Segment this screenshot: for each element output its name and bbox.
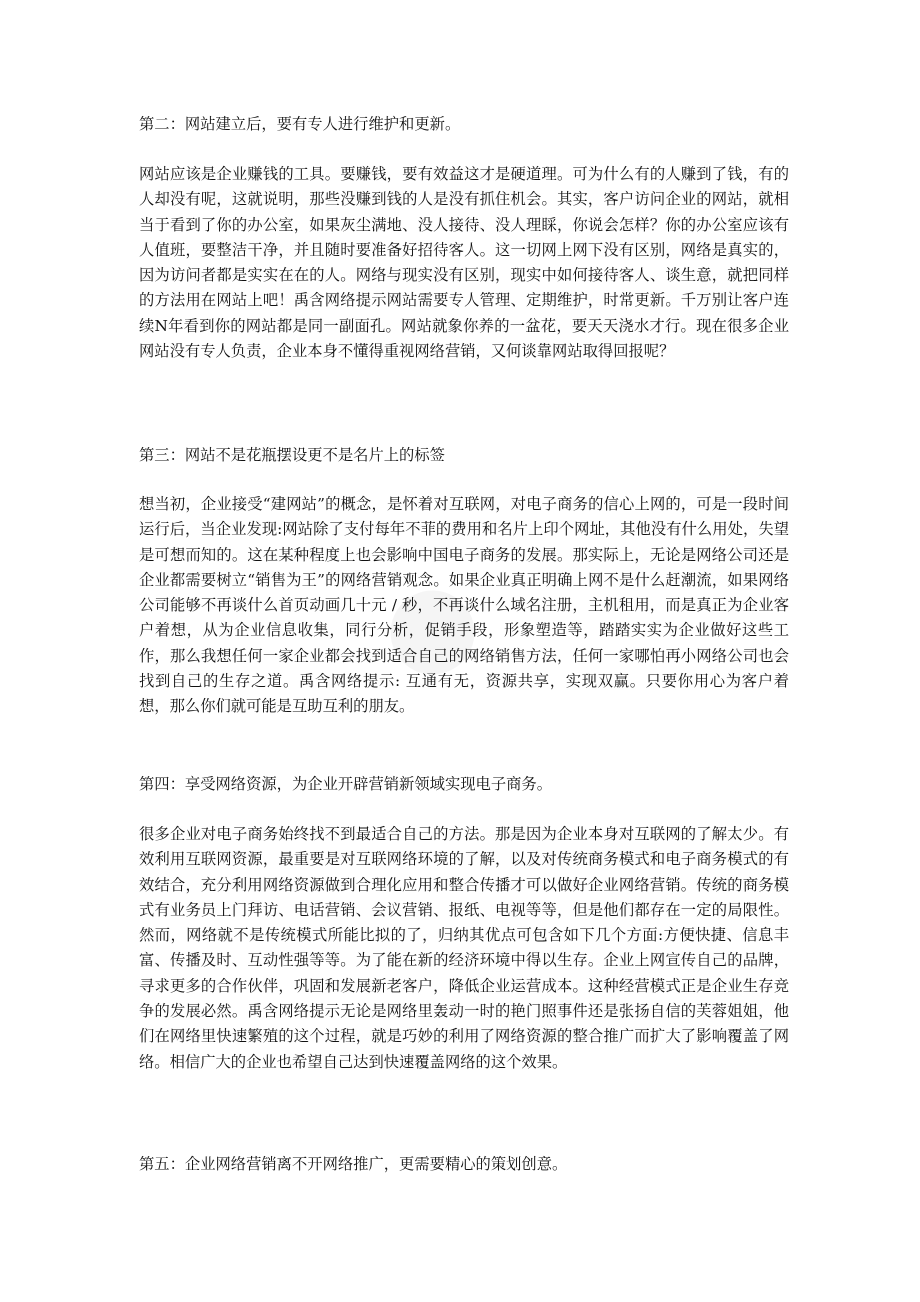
section-3-heading: 第三：网站不是花瓶摆设更不是名片上的标签 bbox=[139, 446, 445, 464]
section-2-heading: 第二：网站建立后，要有专人进行维护和更新。 bbox=[139, 115, 461, 133]
section-2-body: 网站应该是企业赚钱的工具。要赚钱，要有效益这才是硬道理。可为什么有的人赚到了钱，有的人却没有呢，这就说明，那些没赚到钱的人是没有抓住机会。其实，客户访问企业的网站，就相当于看到了你的办公室，如果灰尘满地、没人接待、没人理睬，你说会怎样？你的办公室应该有人值班，要整洁干净，并且随时要准备好招待客人。这一切网上网下没有区别，网络是真实的，因为访问者都是实实在在的人。网络与现实没有区别，现实中如何接待客人、谈生意，就把同样的方法用在网站上吧！禹含网络提示网站需要专人管理、定期维护，时常更新。千万别让客户连续N年看到你的网站都是同一副面孔。网站就象你养的一盆花，要天天浇水才行。现在很多企业网站没有专人负责，企业本身不懂得重视网络营销，又何谈靠网站取得回报呢？ bbox=[139, 165, 789, 361]
section-3-body: 想当初，企业接受“建网站”的概念，是怀着对互联网，对电子商务的信心上网的，可是一段时间运行后，当企业发现:网站除了支付每年不菲的费用和名片上印个网址，其他没有什么用处，失望是可想而知的。这在某种程度上也会影响中国电子商务的发展。那实际上，无论是网络公司还是企业都需要树立“销售为王”的网络营销观念。如果企业真正明确上网不是什么赶潮流，如果网络公司能够不再谈什么首页动画几十元 / 秒，不再谈什么域名注册，主机租用，而是真正为企业客户着想，从为企业信息收集，同行分析，促销手段，形象塑造等，踏踏实实为企业做好这些工作，那么我想任何一家企业都会找到适合自己的网络销售方法，任何一家哪怕再小网络公司也会找到自己的生存之道。禹含网络提示: 互通有无，资源共享，实现双赢。只要你用心为客户着想，那么你们就可能是互助互利的朋友。 bbox=[139, 495, 789, 716]
section-5-heading: 第五：企业网络营销离不开网络推广，更需要精心的策划创意。 bbox=[139, 1155, 568, 1173]
section-4-body: 很多企业对电子商务始终找不到最适合自己的方法。那是因为企业本身对互联网的了解太少。有效利用互联网资源，最重要是对互联网络环境的了解，以及对传统商务模式和电子商务模式的有效结合，充分利用网络资源做到合理化应用和整合传播才可以做好企业网络营销。传统的商务模式有业务员上门拜访、电话营销、会议营销、报纸、电视等等，但是他们都存在一定的局限性。然而，网络就不是传统模式所能比拟的了，归纳其优点可包含如下几个方面:方便快捷、信息丰富、传播及时、互动性强等等。为了能在新的经济环境中得以生存。企业上网宣传自己的品牌，寻求更多的合作伙伴，巩固和发展新老客户，降低企业运营成本。这种经营模式正是企业生存竞争的发展必然。禹含网络提示无论是网络里轰动一时的艳门照事件还是张扬自信的芙蓉姐姐，他们在网络里快速繁殖的这个过程，就是巧妙的利用了网络资源的整合推广而扩大了影响覆盖了网络。相信广大的企业也希望自己达到快速覆盖网络的这个效果。 bbox=[139, 825, 789, 1071]
section-4-heading: 第四：享受网络资源，为企业开辟营销新领域实现电子商务。 bbox=[139, 775, 553, 793]
